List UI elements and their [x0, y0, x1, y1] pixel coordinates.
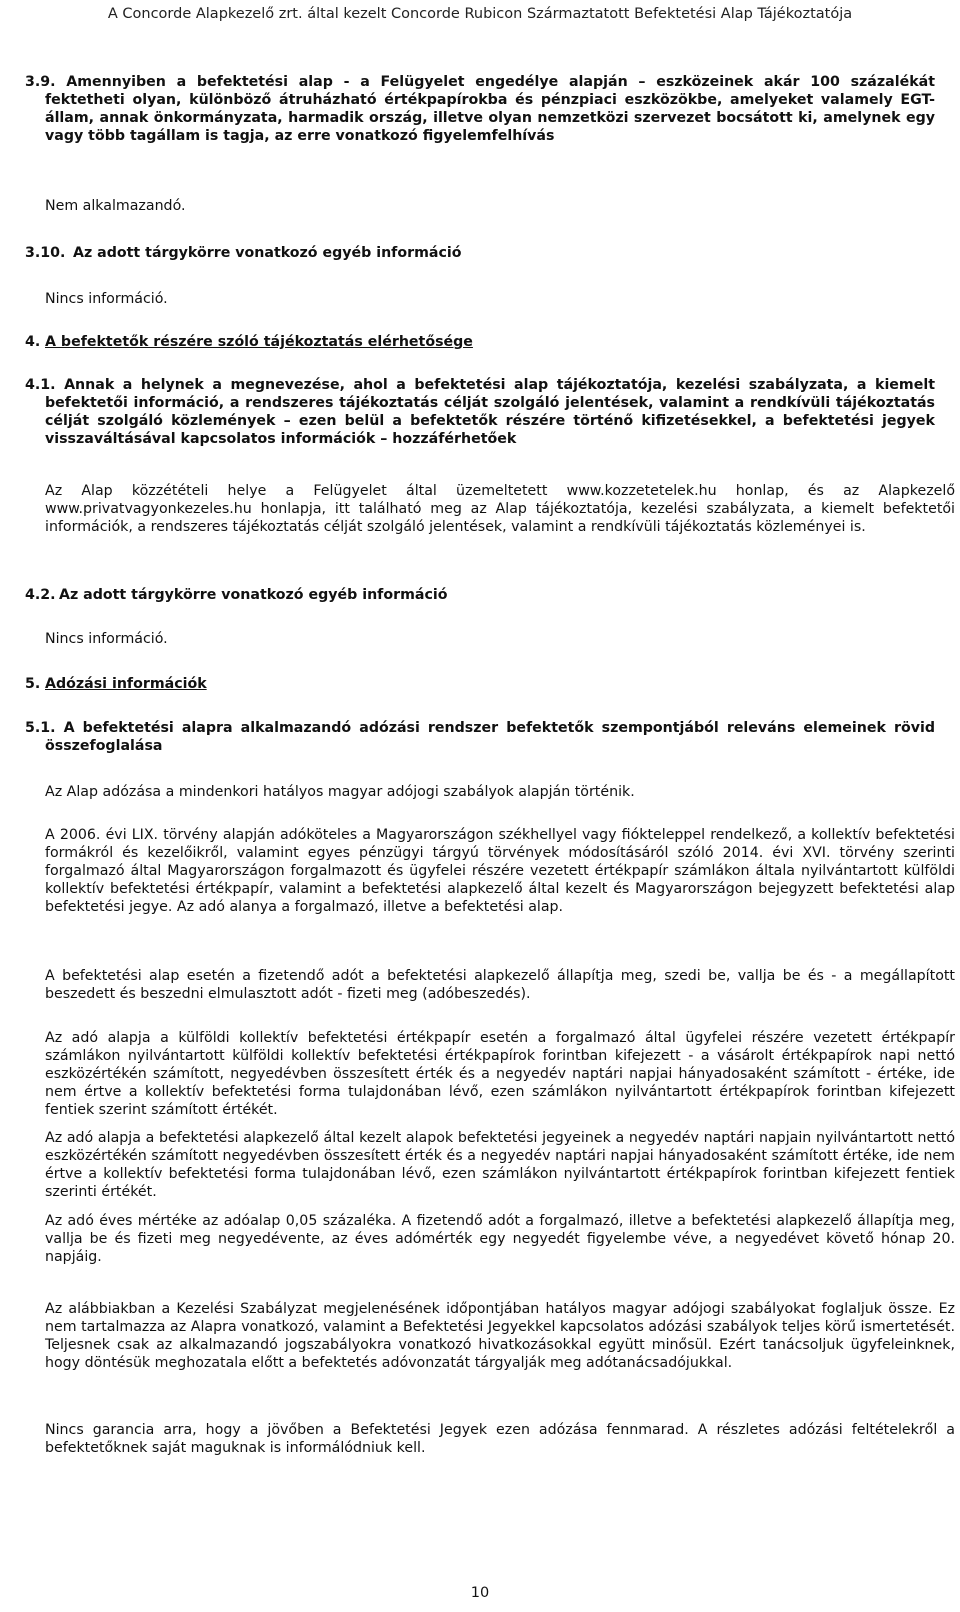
section-5-heading — [25, 675, 935, 693]
section-title: A befektetési alapra alkalmazandó adózási rendszer befektetők szempontjából releváns elemeinek rövid összefoglalása — [45, 720, 935, 754]
section-3-9-heading — [25, 73, 935, 145]
paragraph: Az adó alapja a befektetési alapkezelő által kezelt alapok befektetési jegyeinek a negyedév naptári napjain nyilvántartott nettó eszközértékén számított negyedévben összesített érték és a negyedév naptári napjai hányadosaként számított értéke, ide nem értve a kollektív befektetési forma tulajdonában lévő, ezen számlákon nyilvántartott értékpapírok forintban kifejezett fentiek szerinti értékét. — [45, 1130, 955, 1200]
paragraph: A 2006. évi LIX. törvény alapján adóköteles a Magyarországon székhellyel vagy fióktelеppel rendelkező, a kollektív befektetési formákról és kezelőikről, valamint egyes pénzügyi tárgyú törvények módosításáról szóló 2014. évi XVI. törvény szerinti forgalmazó által Magyarországon forgalmazott és ügyfelei részére vezetett értékpapír számlákon általa nyilvántartott külföldi kollektív befektetési értékpapír, valamint a befektetési alapkezelő által kezelt és Magyarországon bejegyzett befektetési alap befektetési jegye. Az adó alanya a forgalmazó, illetve a befektetési alap. — [45, 827, 955, 915]
section-number: 3.9. — [25, 74, 56, 90]
section-title: Az adott tárgykörre vonatkozó egyéb információ — [73, 245, 462, 261]
paragraph: Nincs garancia arra, hogy a jövőben a Befektetési Jegyek ezen adózása fennmarad. A részletes adózási feltételekről a befektetőknek saját maguknak is informálódniuk kell. — [45, 1422, 955, 1456]
running-header: A Concorde Alapkezelő zrt. által kezelt Concorde Rubicon Származtatott Befektetési Alap Tájékoztatója — [107, 6, 853, 22]
section-title: Az adott tárgykörre vonatkozó egyéb információ — [59, 587, 448, 603]
section-5-1-heading — [25, 719, 935, 755]
section-4-2-body: Nincs információ. — [45, 631, 168, 647]
paragraph: Az adó éves mértéke az adóalap 0,05 százaléka. A fizetendő adót a forgalmazó, illetve a befektetési alapkezelő állapítja meg, vallja be és fizeti meg negyedévente, az éves adómérték egy negyedét figyelembe véve, a negyedévet követő hónap 20. napjáig. — [45, 1213, 955, 1265]
section-number: 5. — [25, 676, 41, 692]
section-number: 4. — [25, 334, 41, 350]
section-number: 4.2. — [25, 587, 56, 603]
paragraph: Az alábbiakban a Kezelési Szabályzat megjelenésének időpontjában hatályos magyar adójogi szabályokat foglaljuk össze. Ez nem tartalmazza az Alapra vonatkozó, valamint a Befektetési Jegyekkel kapcsolatos adózási szabályok teljes körű ismertetését. Teljesnek csak az alkalmazandó jogszabályokra vonatkozó hivatkozásokkal együtt minősül. Ezért tanácsoljuk ügyfeleinknek, hogy döntésük meghozatala előtt a befektetés adóvonzatát tárgyalják meg adótanácsadójukkal. — [45, 1301, 955, 1371]
section-4-1-heading — [25, 376, 935, 448]
section-number: 4.1. — [25, 377, 56, 393]
section-title: Adózási információk — [45, 676, 207, 692]
section-3-9-body: Nem alkalmazandó. — [45, 198, 186, 214]
section-number: 3.10. — [25, 245, 66, 261]
paragraph: A befektetési alap esetén a fizetendő adót a befektetési alapkezelő állapítja meg, szedi be, vallja be és - a megállapított beszedett és beszedni elmulasztott adót - fizeti meg (adóbeszedés). — [45, 968, 955, 1002]
section-4-heading — [25, 333, 935, 351]
section-title: Annak a helynek a megnevezése, ahol a befektetési alap tájékoztatója, kezelési szabályzata, a kiemelt befektetői információ, a rendszeres tájékoztatás célját szolgáló jelentések, valamint a rendkívüli tájékoztatás célját szolgáló közlemények – ezen belül a befektetők részére történő kifizetésekkel, a befektetési jegyek visszaváltásával kapcsolatos információk – hozzáférhetőek — [45, 377, 935, 447]
section-title: A befektetők részére szóló tájékoztatás elérhetősége — [45, 334, 473, 350]
section-4-2-heading — [25, 586, 935, 604]
section-3-10-heading — [25, 244, 935, 262]
page-number: 10 — [470, 1585, 490, 1601]
section-4-1-body: Az Alap közzétételi helye a Felügyelet által üzemeltetett www.kozzetetelek.hu honlap, és az Alapkezelő www.privatvagyonkezeles.hu honlapja, itt található meg az Alap tájékoztatója, kezelési szabályzata, a kiemelt befektetői információk, a rendszeres tájékoztatás célját szolgáló jelentések, valamint a rendkívüli tájékoztatás közleményei is. — [45, 483, 955, 535]
section-number: 5.1. — [25, 720, 56, 736]
paragraph: Az adó alapja a külföldi kollektív befektetési értékpapír esetén a forgalmazó által ügyfelei részére vezetett értékpapír számlákon nyilvántartott külföldi kollektív befektetési értékpapírok forintban kifejezett - a vásárolt értékpapírok napi nettó eszközértékén számított, negyedévben összesített érték és a negyedév naptári napjai hányadosaként számított - értéke, ide nem értve a kollektív befektetési forma tulajdonában lévő, ezen számlákon nyilvántartott értékpapírok forintban kifejezett fentiek szerint számított értékét. — [45, 1030, 955, 1118]
section-title: Amennyiben a befektetési alap - a Felügyelet engedélye alapján – eszközeinek akár 100 százalékát fektetheti olyan, különböző átruházható értékpapírokba és pénzpiaci eszközökbe, amelyeket valamely EGT-állam, annak önkormányzata, harmadik ország, illetve olyan nemzetközi szervezet bocsátott ki, amelynek egy vagy több tagállam is tagja, az erre vonatkozó figyelemfelhívás — [45, 74, 935, 144]
paragraph: Az Alap adózása a mindenkori hatályos magyar adójogi szabályok alapján történik. — [45, 784, 635, 800]
section-3-10-body: Nincs információ. — [45, 291, 168, 307]
